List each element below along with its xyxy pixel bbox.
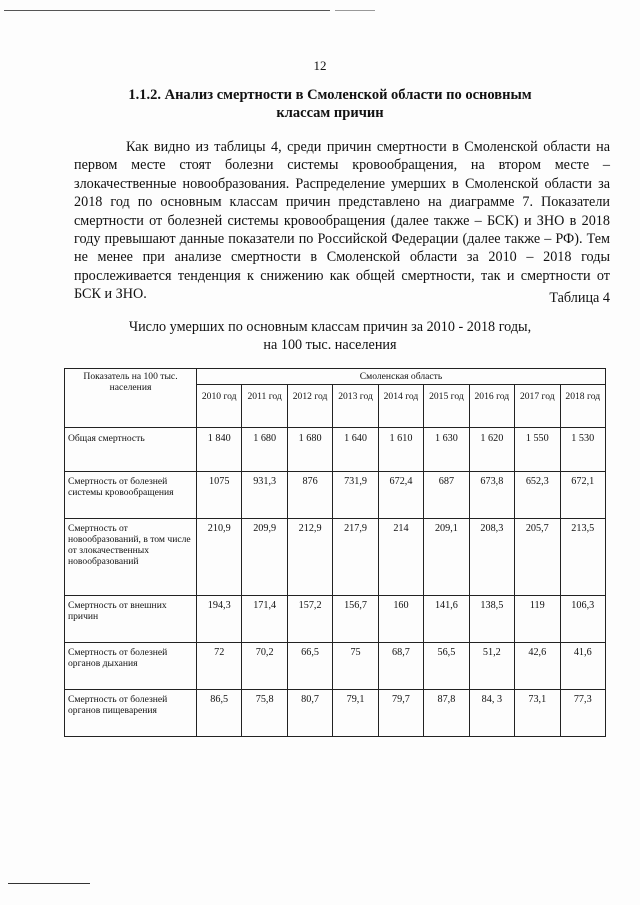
table-cell: 1 840 (197, 428, 242, 472)
table-cell: 1 620 (469, 428, 514, 472)
table-cell: 673,8 (469, 472, 514, 519)
table-cell: 1 630 (424, 428, 469, 472)
table-cell: 1 610 (378, 428, 423, 472)
table-row (65, 428, 606, 472)
table-row (65, 519, 606, 596)
row-label: Смертность от болезней системы кровообращения (65, 472, 197, 519)
year-header: 2017 год (515, 385, 560, 428)
table-cell: 70,2 (242, 643, 287, 690)
table-cell: 66,5 (287, 643, 332, 690)
table-cell: 56,5 (424, 643, 469, 690)
table-cell: 41,6 (560, 643, 606, 690)
table-cell: 87,8 (424, 690, 469, 737)
table-cell: 106,3 (560, 596, 606, 643)
table-cell: 731,9 (333, 472, 378, 519)
table-cell: 212,9 (287, 519, 332, 596)
table-row (65, 596, 606, 643)
table-row (65, 690, 606, 737)
table-cell: 209,9 (242, 519, 287, 596)
year-header: 2014 год (378, 385, 423, 428)
table-caption (120, 318, 540, 354)
table-cell: 1 640 (333, 428, 378, 472)
table-cell: 931,3 (242, 472, 287, 519)
year-header: 2016 год (469, 385, 514, 428)
footnote-separator (8, 883, 90, 884)
table-cell: 77,3 (560, 690, 606, 737)
mortality-table (64, 368, 606, 737)
table-cell: 42,6 (515, 643, 560, 690)
table-cell: 171,4 (242, 596, 287, 643)
table-cell: 75 (333, 643, 378, 690)
table-cell: 86,5 (197, 690, 242, 737)
table-cell: 210,9 (197, 519, 242, 596)
year-header: 2015 год (424, 385, 469, 428)
table-cell: 217,9 (333, 519, 378, 596)
table-cell: 79,7 (378, 690, 423, 737)
year-header: 2011 год (242, 385, 287, 428)
page-number: 12 (313, 58, 327, 73)
region-header: Смоленская область (197, 369, 606, 385)
table-cell: 75,8 (242, 690, 287, 737)
body-paragraph: Как видно из таблицы 4, среди причин смертности в Смоленской области на первом месте стоят болезни системы кровообращения, на втором месте – злокачественные новообразования. Распределение умерших в Смоленской области за 2018 год по основным классам причин представлено на диаграмме 7. Показатели смертности от болезней системы кровообращения (далее также – БСК) и ЗНО в 2018 году превышают данные показатели по Российской Федерации (далее также – РФ). Тем не менее при анализе смертности в Смоленской области за 2010 – 2018 годы прослеживается тенденция к снижению как общей смертности, так и смертности от БСК и ЗНО. (74, 139, 610, 303)
table-cell: 68,7 (378, 643, 423, 690)
table-cell: 84, 3 (469, 690, 514, 737)
table-cell: 194,3 (197, 596, 242, 643)
indicator-header: Показатель на 100 тыс. населения (65, 369, 197, 428)
table-cell: 1 550 (515, 428, 560, 472)
table-cell: 51,2 (469, 643, 514, 690)
table-cell: 214 (378, 519, 423, 596)
table-cell: 141,6 (424, 596, 469, 643)
year-header: 2010 год (197, 385, 242, 428)
table-cell: 119 (515, 596, 560, 643)
table-cell: 672,4 (378, 472, 423, 519)
table-cell: 79,1 (333, 690, 378, 737)
table-cell: 876 (287, 472, 332, 519)
table-cell: 652,3 (515, 472, 560, 519)
table-caption-line: Число умерших по основным классам причин за 2010 - 2018 годы, (128, 319, 532, 335)
table-cell: 208,3 (469, 519, 514, 596)
row-label: Смертность от новообразований, в том числе от злокачественных новообразований (65, 519, 197, 596)
table-cell: 1 680 (287, 428, 332, 472)
table-cell: 687 (424, 472, 469, 519)
table-cell: 138,5 (469, 596, 514, 643)
scan-edge-line (4, 10, 330, 11)
table-cell: 73,1 (515, 690, 560, 737)
row-label: Общая смертность (65, 428, 197, 472)
table-cell: 80,7 (287, 690, 332, 737)
table-caption-line: на 100 тыс. населения (263, 337, 397, 353)
row-label: Смертность от болезней органов дыхания (65, 643, 197, 690)
table-row (65, 643, 606, 690)
year-header: 2013 год (333, 385, 378, 428)
table-cell: 72 (197, 643, 242, 690)
section-heading: 1.1.2. Анализ смертности в Смоленской области по основным классам причин (128, 87, 532, 121)
year-header: 2018 год (560, 385, 606, 428)
row-label: Смертность от внешних причин (65, 596, 197, 643)
table-cell: 213,5 (560, 519, 606, 596)
table-cell: 157,2 (287, 596, 332, 643)
table-cell: 205,7 (515, 519, 560, 596)
table-cell: 1075 (197, 472, 242, 519)
table-cell: 156,7 (333, 596, 378, 643)
table-header-row (65, 369, 606, 385)
table-cell: 672,1 (560, 472, 606, 519)
year-header: 2012 год (287, 385, 332, 428)
table-cell: 209,1 (424, 519, 469, 596)
table-cell: 160 (378, 596, 423, 643)
row-label: Смертность от болезней органов пищеварения (65, 690, 197, 737)
table-number: Таблица 4 (549, 290, 610, 306)
table-cell: 1 680 (242, 428, 287, 472)
table-row (65, 472, 606, 519)
scan-edge-line (335, 10, 375, 11)
table-cell: 1 530 (560, 428, 606, 472)
